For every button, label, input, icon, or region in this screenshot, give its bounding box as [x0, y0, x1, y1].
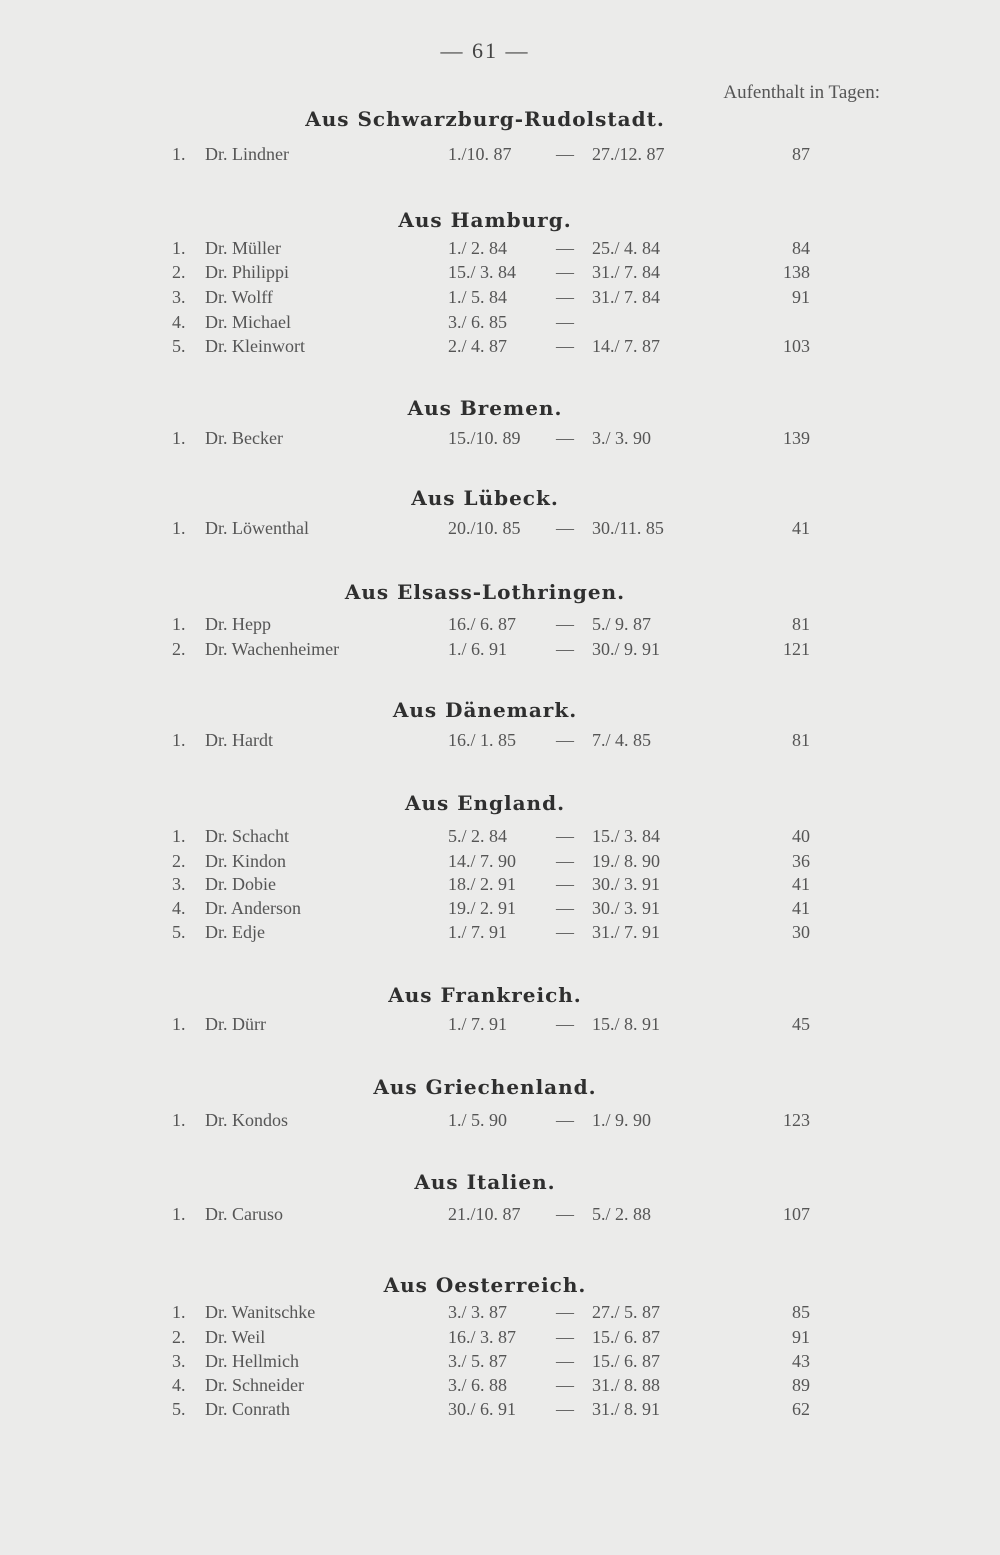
entry-dash: —: [556, 1327, 574, 1347]
entry-number: 1.: [172, 614, 186, 634]
entry-dash: —: [556, 238, 574, 258]
entry-days: 43: [792, 1351, 810, 1371]
entry-name: Dr. Dobie: [205, 874, 276, 894]
entry-name: Dr. Müller: [205, 238, 281, 258]
list-item: [0, 312, 1000, 336]
entry-to-date: 30./11. 85: [592, 518, 664, 538]
entry-name: Dr. Wolff: [205, 287, 273, 307]
entry-to-date: 27./12. 87: [592, 144, 665, 164]
entry-from-date: 1./10. 87: [448, 144, 512, 164]
list-item: [0, 730, 1000, 754]
entry-from-date: 1./ 2. 84: [448, 238, 508, 258]
entry-from-date: 1./ 5. 84: [448, 287, 508, 307]
entry-name: Dr. Becker: [205, 428, 283, 448]
entry-to-date: 30./ 3. 91: [592, 898, 661, 918]
entry-from-date: 20./10. 85: [448, 518, 521, 538]
list-item: [0, 898, 1000, 922]
list-item: [0, 1327, 1000, 1351]
entry-dash: —: [556, 1204, 574, 1224]
section-title: Aus Schwarzburg-Rudolstadt.: [305, 107, 665, 131]
entry-from-date: 3./ 5. 87: [448, 1351, 508, 1371]
entry-name: Dr. Schacht: [205, 826, 289, 846]
page-number: — 61 —: [440, 38, 530, 63]
entry-dash: —: [556, 614, 574, 634]
entry-from-date: 15./ 3. 84: [448, 262, 517, 282]
entry-days: 41: [792, 874, 810, 894]
entry-dash: —: [556, 336, 574, 356]
entry-from-date: 14./ 7. 90: [448, 851, 517, 871]
entry-number: 2.: [172, 639, 186, 659]
entry-to-date: 25./ 4. 84: [592, 238, 661, 258]
list-item: [0, 1399, 1000, 1423]
entry-name: Dr. Caruso: [205, 1204, 283, 1224]
list-item: [0, 874, 1000, 898]
entry-days: 87: [792, 144, 810, 164]
entry-dash: —: [556, 851, 574, 871]
entry-from-date: 16./ 3. 87: [448, 1327, 517, 1347]
entry-number: 5.: [172, 1399, 186, 1419]
entry-days: 81: [792, 614, 810, 634]
entry-days: 36: [792, 851, 810, 871]
entry-number: 4.: [172, 312, 186, 332]
list-item: [0, 1204, 1000, 1228]
entry-from-date: 18./ 2. 91: [448, 874, 517, 894]
entry-from-date: 2./ 4. 87: [448, 336, 508, 356]
section-title: Aus England.: [404, 791, 566, 815]
entry-name: Dr. Kindon: [205, 851, 286, 871]
entry-days: 85: [792, 1302, 810, 1322]
section-title: Aus Dänemark.: [392, 698, 578, 722]
entry-number: 1.: [172, 730, 186, 750]
entry-number: 4.: [172, 898, 186, 918]
list-item: [0, 287, 1000, 311]
entry-days: 41: [792, 518, 810, 538]
entry-from-date: 3./ 6. 88: [448, 1375, 508, 1395]
entry-to-date: 15./ 8. 91: [592, 1014, 661, 1034]
entry-number: 5.: [172, 336, 186, 356]
entry-to-date: 31./ 7. 84: [592, 287, 661, 307]
entry-number: 3.: [172, 874, 186, 894]
entry-number: 2.: [172, 262, 186, 282]
entry-to-date: 30./ 9. 91: [592, 639, 661, 659]
list-item: [0, 614, 1000, 638]
section-title: Aus Italien.: [414, 1170, 556, 1194]
entry-days: 121: [783, 639, 810, 659]
entry-number: 1.: [172, 428, 186, 448]
entry-name: Dr. Lindner: [205, 144, 289, 164]
entry-number: 2.: [172, 851, 186, 871]
entry-to-date: 31./ 7. 91: [592, 922, 661, 942]
entry-to-date: 19./ 8. 90: [592, 851, 661, 871]
entry-days: 30: [792, 922, 810, 942]
entry-days: 91: [792, 1327, 810, 1347]
entry-from-date: 30./ 6. 91: [448, 1399, 517, 1419]
entry-number: 1.: [172, 238, 186, 258]
entry-name: Dr. Michael: [205, 312, 291, 332]
entry-from-date: 21./10. 87: [448, 1204, 521, 1224]
entry-to-date: 5./ 2. 88: [592, 1204, 652, 1224]
entry-dash: —: [556, 1375, 574, 1395]
list-item: [0, 518, 1000, 542]
entry-name: Dr. Dürr: [205, 1014, 266, 1034]
entry-from-date: 16./ 6. 87: [448, 614, 517, 634]
entry-name: Dr. Kondos: [205, 1110, 289, 1130]
entry-to-date: 31./ 8. 91: [592, 1399, 661, 1419]
entry-days: 139: [783, 428, 810, 448]
entry-number: 1.: [172, 826, 186, 846]
list-item: [0, 851, 1000, 875]
section-title: Aus Griechenland.: [373, 1075, 597, 1099]
entry-days: 41: [792, 898, 810, 918]
entry-number: 1.: [172, 1302, 186, 1322]
entry-days: 91: [792, 287, 810, 307]
entry-number: 1.: [172, 518, 186, 538]
entry-dash: —: [556, 518, 574, 538]
entry-dash: —: [556, 312, 574, 332]
list-item: [0, 1351, 1000, 1375]
entry-dash: —: [556, 826, 574, 846]
list-item: [0, 238, 1000, 262]
entry-from-date: 19./ 2. 91: [448, 898, 517, 918]
section-title: Aus Hamburg.: [398, 208, 572, 232]
entry-dash: —: [556, 144, 574, 164]
entry-name: Dr. Philippi: [205, 262, 290, 282]
entry-number: 3.: [172, 287, 186, 307]
entry-to-date: 15./ 6. 87: [592, 1351, 661, 1371]
entry-from-date: 1./ 6. 91: [448, 639, 508, 659]
section-title: Aus Oesterreich.: [383, 1273, 587, 1297]
entry-to-date: 31./ 7. 84: [592, 262, 661, 282]
entry-days: 40: [792, 826, 810, 846]
section-title: Aus Elsass-Lothringen.: [344, 580, 626, 604]
list-item: [0, 428, 1000, 452]
entry-name: Dr. Edje: [205, 922, 265, 942]
entry-days: 81: [792, 730, 810, 750]
list-item: [0, 144, 1000, 168]
entry-dash: —: [556, 1399, 574, 1419]
entry-to-date: 14./ 7. 87: [592, 336, 661, 356]
entry-dash: —: [556, 262, 574, 282]
entry-to-date: 1./ 9. 90: [592, 1110, 652, 1130]
entry-days: 107: [783, 1204, 810, 1224]
section-title: Aus Frankreich.: [388, 983, 582, 1007]
entry-days: 103: [783, 336, 810, 356]
entry-days: 62: [792, 1399, 810, 1419]
entry-days: 138: [783, 262, 810, 282]
list-item: [0, 1110, 1000, 1134]
list-item: [0, 826, 1000, 850]
entry-name: Dr. Wanitschke: [205, 1302, 316, 1322]
entry-dash: —: [556, 898, 574, 918]
entry-from-date: 1./ 7. 91: [448, 922, 508, 942]
entry-number: 1.: [172, 144, 186, 164]
entry-days: 123: [783, 1110, 810, 1130]
entry-number: 3.: [172, 1351, 186, 1371]
entry-dash: —: [556, 874, 574, 894]
entry-from-date: 16./ 1. 85: [448, 730, 517, 750]
list-item: [0, 336, 1000, 360]
entry-to-date: 15./ 3. 84: [592, 826, 661, 846]
entry-dash: —: [556, 922, 574, 942]
entry-from-date: 15./10. 89: [448, 428, 521, 448]
entry-dash: —: [556, 730, 574, 750]
entry-name: Dr. Hellmich: [205, 1351, 299, 1371]
entry-name: Dr. Hardt: [205, 730, 273, 750]
entry-to-date: 3./ 3. 90: [592, 428, 652, 448]
entry-number: 1.: [172, 1110, 186, 1130]
list-item: [0, 639, 1000, 663]
entry-name: Dr. Anderson: [205, 898, 301, 918]
entry-from-date: 5./ 2. 84: [448, 826, 508, 846]
entry-from-date: 3./ 3. 87: [448, 1302, 508, 1322]
entry-to-date: 27./ 5. 87: [592, 1302, 661, 1322]
entry-dash: —: [556, 1351, 574, 1371]
entry-number: 2.: [172, 1327, 186, 1347]
entry-from-date: 3./ 6. 85: [448, 312, 508, 332]
entry-to-date: 30./ 3. 91: [592, 874, 661, 894]
entry-from-date: 1./ 7. 91: [448, 1014, 508, 1034]
entry-dash: —: [556, 1302, 574, 1322]
column-header-stay-days: Aufenthalt in Tagen:: [723, 82, 880, 103]
entry-dash: —: [556, 639, 574, 659]
entry-dash: —: [556, 1110, 574, 1130]
entry-number: 1.: [172, 1204, 186, 1224]
list-item: [0, 1375, 1000, 1399]
entry-days: 84: [792, 238, 810, 258]
entry-dash: —: [556, 428, 574, 448]
entry-name: Dr. Löwenthal: [205, 518, 309, 538]
entry-to-date: 5./ 9. 87: [592, 614, 652, 634]
entry-name: Dr. Weil: [205, 1327, 266, 1347]
list-item: [0, 922, 1000, 946]
entry-from-date: 1./ 5. 90: [448, 1110, 508, 1130]
entry-to-date: 15./ 6. 87: [592, 1327, 661, 1347]
entry-to-date: 7./ 4. 85: [592, 730, 652, 750]
entry-dash: —: [556, 1014, 574, 1034]
entry-to-date: 31./ 8. 88: [592, 1375, 661, 1395]
list-item: [0, 1014, 1000, 1038]
entry-number: 5.: [172, 922, 186, 942]
entry-name: Dr. Schneider: [205, 1375, 304, 1395]
entry-number: 4.: [172, 1375, 186, 1395]
list-item: [0, 1302, 1000, 1326]
entry-name: Dr. Conrath: [205, 1399, 290, 1419]
section-title: Aus Lübeck.: [411, 486, 559, 510]
entry-name: Dr. Kleinwort: [205, 336, 305, 356]
entry-number: 1.: [172, 1014, 186, 1034]
entry-days: 45: [792, 1014, 810, 1034]
list-item: [0, 262, 1000, 286]
entry-name: Dr. Wachenheimer: [205, 639, 340, 659]
entry-name: Dr. Hepp: [205, 614, 271, 634]
entry-dash: —: [556, 287, 574, 307]
entry-days: 89: [792, 1375, 810, 1395]
section-title: Aus Bremen.: [407, 396, 563, 420]
